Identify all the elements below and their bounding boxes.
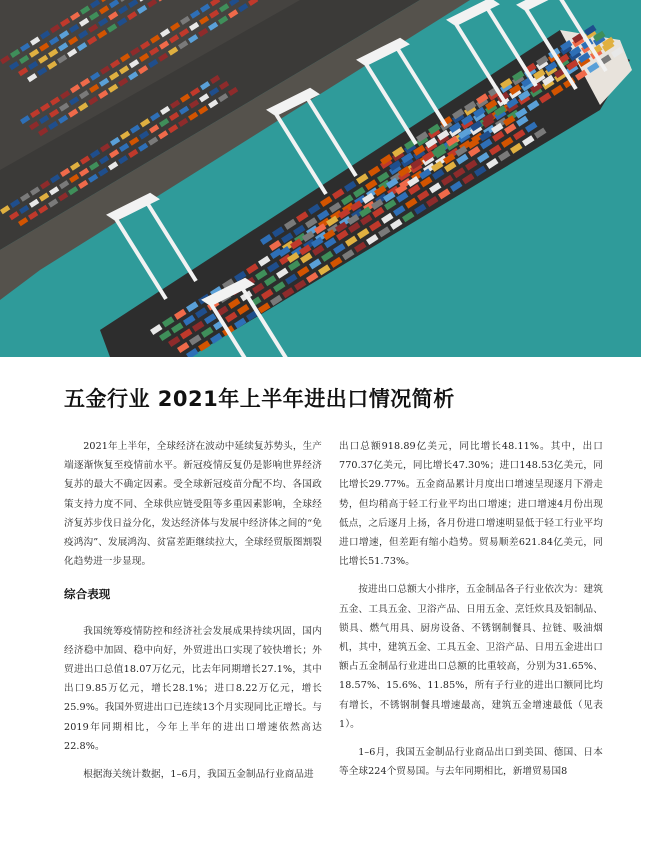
hero-port-photo	[0, 0, 641, 357]
article-title: 五金行业 2021年上半年进出口情况简析	[64, 387, 455, 411]
left-column	[64, 437, 322, 784]
section-heading: 综合表现	[64, 587, 111, 602]
intro-paragraph: 2021年上半年，全球经济在波动中延续复苏势头，生产端逐渐恢复至疫情前水平。新冠疫情反复仍是影响世界经济复苏的最大不确定因素。受全球新冠疫苗分配不均、各国政策支持力度不同、全球供应链受阻等多重因素影响，全球经济复苏步伐日益分化，发达经济体与发展中经济体之间的“免疫鸿沟”、发展鸿沟、贫富差距继续拉大，全球经贸版图割裂化趋势进一步显现。	[64, 441, 322, 568]
export-markets-paragraph: 1–6月，我国五金制品行业商品出口到美国、德国、日本等全球224个贸易国。与去年同期相比，新增贸易国8	[339, 747, 603, 778]
right-column	[339, 437, 603, 781]
section-paragraph-2: 根据海关统计数据，1–6月，我国五金制品行业商品进	[83, 769, 314, 781]
ranking-paragraph: 按进出口总额大小排序，五金制品各子行业依次为：建筑五金、工具五金、卫浴产品、日用五金、烹饪炊具及铝制品、锁具、燃气用具、厨房设备、不锈钢制餐具、拉链、吸油烟机，其中，建筑五金、工具五金、卫浴产品、日用五金进出口额占五金制品行业进出口总额的比重较高，分别为31.65%、18.57%、15.6%、11.85%，所有子行业的进出口额同比均有增长，不锈钢制餐具增速最高，建筑五金增速最低（见表1）。	[339, 584, 603, 730]
section-paragraph-1: 我国统筹疫情防控和经济社会发展成果持续巩固，国内经济稳中加固、稳中向好，外贸进出口实现了较快增长；外贸进出口总值18.07万亿元，比去年同期增长27.1%，其中出口9.85万亿元，增长28.1%；进口8.22万亿元，增长25.9%。我国外贸进出口已连续13个月实现同比正增长。与2019年同期相比，今年上半年的进出口增速依然高达22.8%。	[64, 625, 322, 752]
continued-paragraph: 出口总额918.89亿美元，同比增长48.11%。其中，出口770.37亿美元，同比增长47.30%；进口148.53亿美元，同比增长29.77%。五金商品累计月度出口增速呈现逐月下滑走势，但均稍高于轻工行业平均出口增速；进口增速4月份出现低点，之后逐月上扬，各月份进口增速明显低于轻工行业平均进口增速，但差距有缩小趋势。贸易顺差621.84亿美元，同比增长51.73%。	[339, 441, 603, 568]
port-illustration	[0, 0, 641, 357]
